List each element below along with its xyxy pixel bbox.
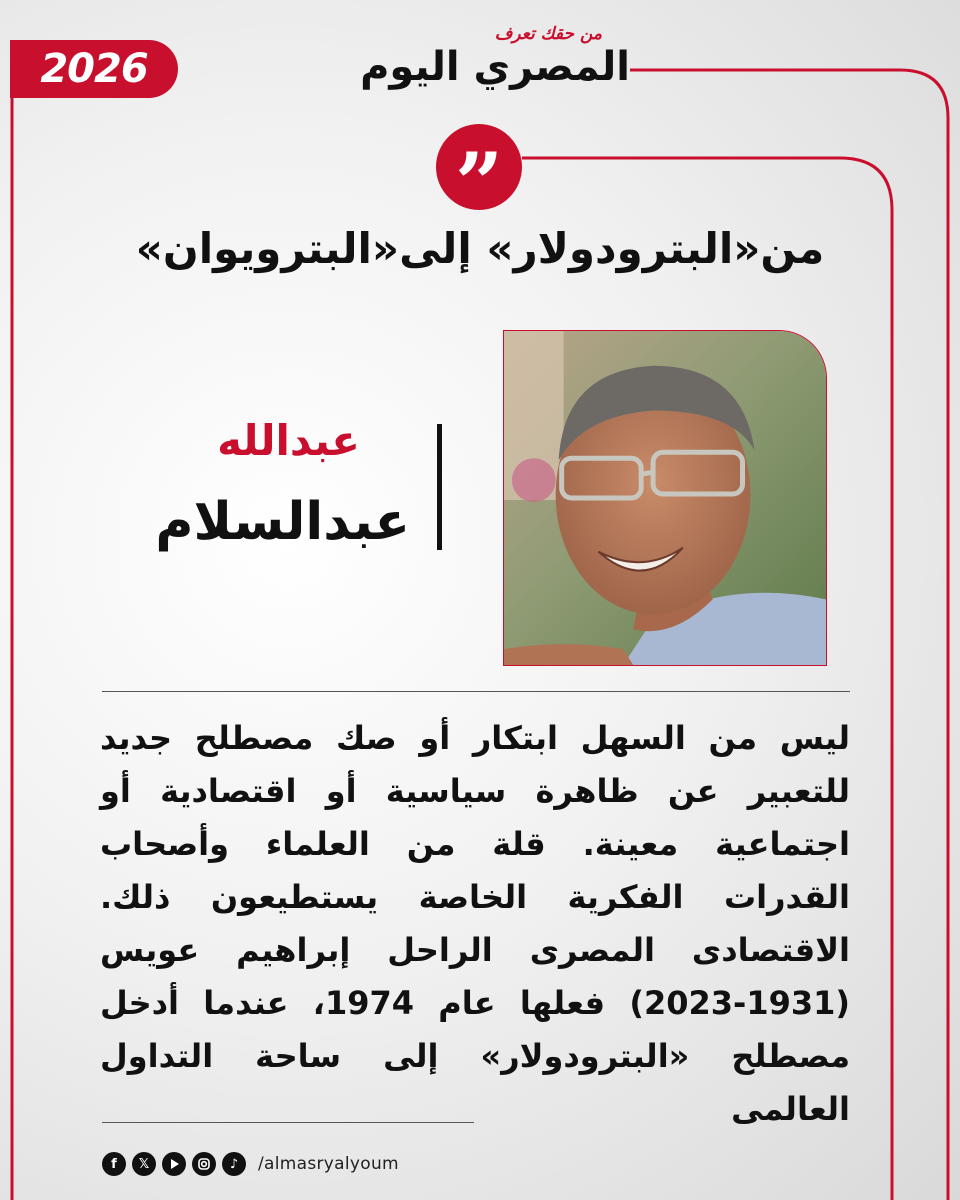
author-photo [503, 330, 827, 666]
year-badge: 2026 [10, 40, 178, 98]
instagram-icon[interactable] [192, 1152, 216, 1176]
author-first-name: عبدالله [217, 416, 360, 465]
tiktok-icon[interactable]: ♪ [222, 1152, 246, 1176]
author-last-name: عبدالسلام [155, 492, 410, 552]
social-handle[interactable]: /almasryalyoum [258, 1154, 399, 1174]
facebook-icon[interactable]: f [102, 1152, 126, 1176]
x-icon[interactable]: 𝕏 [132, 1152, 156, 1176]
name-divider [437, 424, 442, 550]
divider-bottom [102, 1122, 474, 1123]
brand-name: المصري اليوم [360, 44, 630, 90]
article-body: ليس من السهل ابتكار أو صك مصطلح جديد للتعبير عن ظاهرة سياسية أو اقتصادية أو اجتماعية معينة. قلة من العلماء وأصحاب القدرات الفكرية الخاصة يستطيعون ذلك. الاقتصادى المصرى الراحل إبراهيم عويس (1931-2023) فعلها عام 1974، عندما أدخل مصطلح «البترودولار» إلى ساحة التداول العالمى [100, 719, 850, 1128]
article-headline: من«البترودولار» إلى«البترويوان» [135, 224, 825, 273]
social-links [102, 1150, 399, 1178]
divider-top [102, 691, 850, 692]
brand-logo[interactable] [330, 22, 630, 92]
youtube-icon[interactable] [162, 1152, 186, 1176]
brand-tagline: من حقك تعرف [494, 24, 602, 44]
quote-icon: ” [436, 124, 522, 210]
